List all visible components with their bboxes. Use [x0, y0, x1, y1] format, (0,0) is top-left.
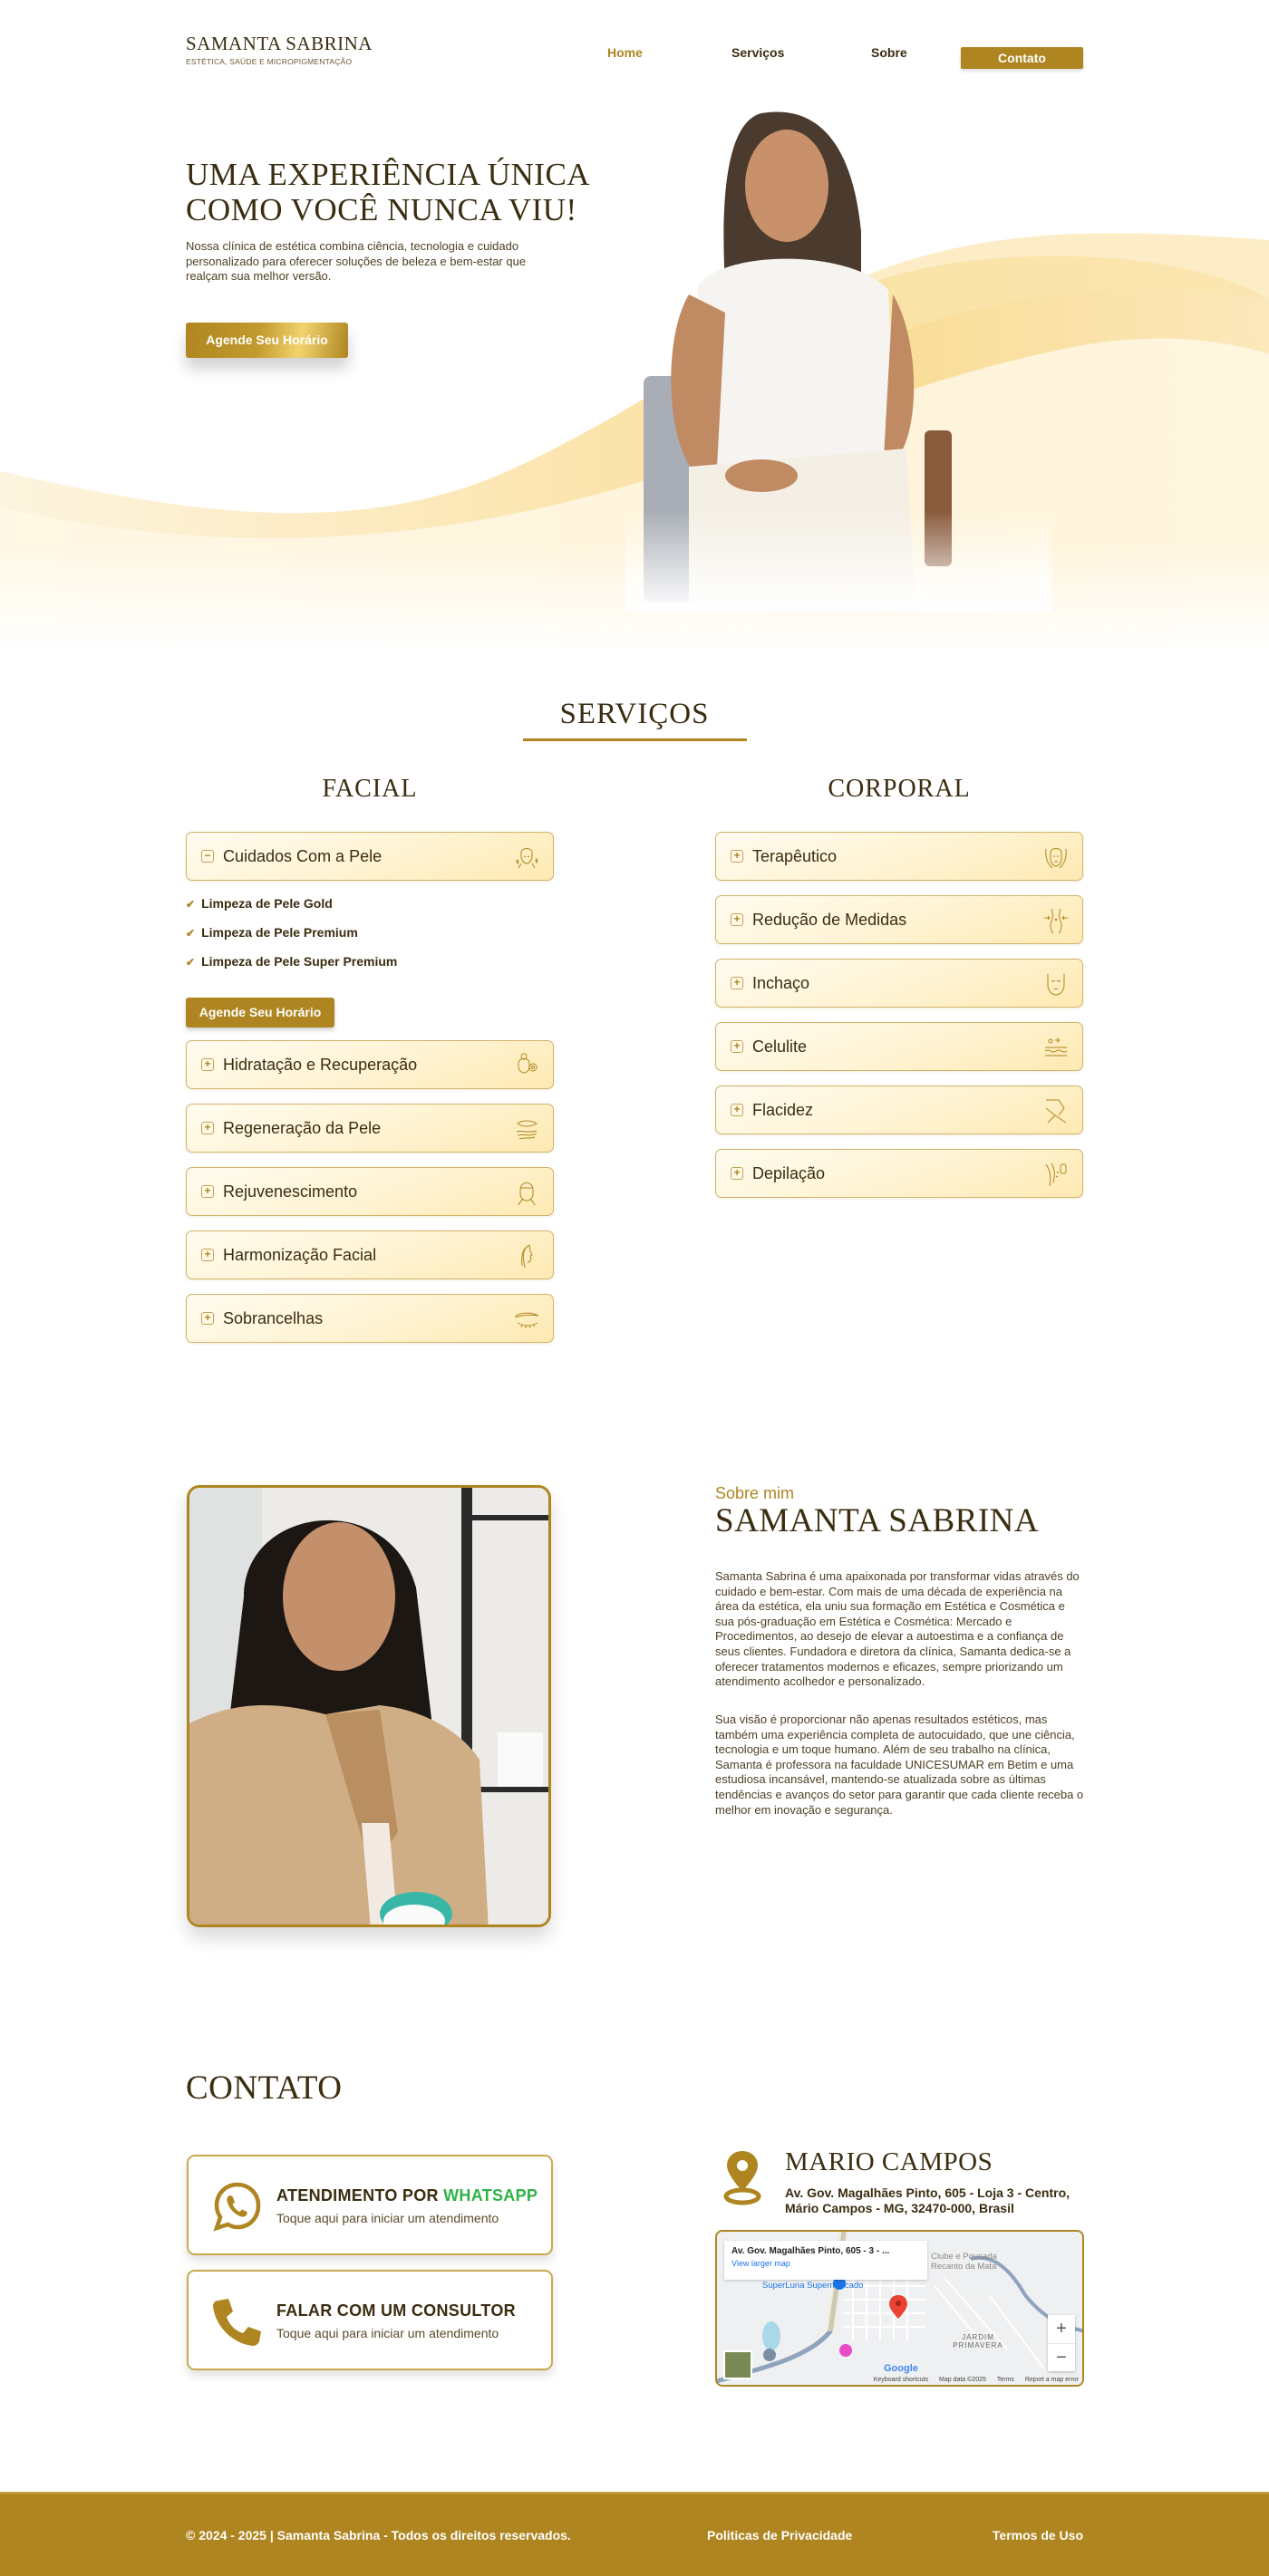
- expand-icon: +: [201, 1122, 214, 1134]
- expand-icon: +: [731, 1104, 743, 1116]
- service-subitem: ✔ Limpeza de Pele Gold: [186, 896, 333, 911]
- expand-icon: +: [731, 850, 743, 863]
- expand-icon: +: [201, 1312, 214, 1325]
- collapse-icon: −: [201, 850, 214, 863]
- service-label: Sobrancelhas: [223, 1309, 324, 1327]
- hero-section: [0, 0, 1269, 652]
- brand-logo[interactable]: [186, 34, 373, 66]
- service-label: Celulite: [752, 1037, 808, 1056]
- service-card-harmonizacao[interactable]: [186, 1230, 554, 1279]
- service-label: Redução de Medidas: [752, 911, 907, 929]
- service-card-regeneracao[interactable]: [186, 1104, 554, 1153]
- skin-layers-icon: [1042, 1034, 1070, 1061]
- footer-terms-link[interactable]: Termos de Uso: [992, 2528, 1083, 2542]
- brand-name: SAMANTA SABRINA: [186, 33, 373, 54]
- hero-description: Nossa clínica de estética combina ciência, tecnologia e cuidado personalizado para oferecer soluções de beleza e bem-estar que realçam sua melhor versão.: [186, 239, 527, 283]
- whatsapp-highlight: WHATSAPP: [443, 2186, 538, 2205]
- whatsapp-subtext: Toque aqui para iniciar um atendimento: [276, 2211, 499, 2225]
- map-area-label: JARDIM PRIMAVERA: [953, 2333, 1003, 2349]
- about-paragraph-2: Sua visão é proporcionar não apenas resultados estéticos, mas também uma experiência completa de autocuidado, que une ciência, tecnologia e um toque humano. Além de seu trabalho na clínica, Samanta é professora na faculdade UNICESUMAR em Betim e uma estudiosa incansável, mantendo-se atualizada sobre as últimas tendências e avanços do setor para garantir que cada cliente receba o melhor em inovação e segurança.: [715, 1713, 1084, 1817]
- nav-sobre[interactable]: Sobre: [871, 45, 907, 60]
- map-poi-supermarket[interactable]: SuperLuna Supermercado: [762, 2281, 864, 2291]
- services-title: SERVIÇOS: [559, 698, 710, 730]
- expand-icon: +: [731, 1040, 743, 1053]
- whatsapp-icon: [211, 2180, 264, 2233]
- service-card-hidratacao[interactable]: [186, 1040, 554, 1089]
- portrait-placeholder: [189, 1488, 551, 1927]
- facial-title: FACIAL: [322, 775, 418, 803]
- service-card-terapeutico[interactable]: [715, 832, 1083, 881]
- check-icon: ✔: [186, 956, 196, 969]
- services-title-underline: [523, 738, 747, 741]
- view-larger-map-link[interactable]: View larger map: [731, 2259, 790, 2268]
- footer-privacy-link[interactable]: Politicas de Privacidade: [707, 2528, 853, 2542]
- map-keyboard-shortcuts[interactable]: Keyboard shortcuts: [873, 2377, 929, 2383]
- expand-icon: +: [201, 1249, 214, 1261]
- map-zoom-out-button[interactable]: −: [1048, 2343, 1075, 2371]
- service-label: Terapêutico: [752, 847, 838, 865]
- waist-icon: [1042, 907, 1070, 934]
- about-paragraph-1: Samanta Sabrina é uma apaixonada por transformar vidas através do cuidado e bem-estar. Com mais de uma década de experiência na área da estética, ela uniu sua formação em Estética e Cosmética e sua pós-graduação em Estética e Cosmética: Mercado e Procedimentos, ao desejo de elevar a autoestima e a confiança de seus clientes. Fundadora e diretora da clínica, Samanta dedica-se a oferecer tratamentos modernos e eficazes, sempre priorizando um atendimento acolhedor e personalizado.: [715, 1569, 1080, 1689]
- nav-home[interactable]: Home: [607, 45, 643, 60]
- expand-icon: +: [201, 1058, 214, 1071]
- hand-leaf-icon: [513, 1115, 540, 1143]
- whatsapp-contact-card[interactable]: [187, 2155, 553, 2255]
- location-address: Av. Gov. Magalhães Pinto, 605 - Loja 3 - Centro, Mário Campos - MG, 32470-000, Brasil: [785, 2185, 1070, 2215]
- service-card-depilacao[interactable]: [715, 1149, 1083, 1198]
- about-name: SAMANTA SABRINA: [715, 1502, 1040, 1539]
- consultant-heading: FALAR COM UM CONSULTOR: [276, 2301, 516, 2320]
- service-card-flacidez[interactable]: [715, 1085, 1083, 1134]
- woman-face-icon: [513, 1179, 540, 1206]
- footer-copyright: © 2024 - 2025 | Samanta Sabrina - Todos os direitos reservados.: [186, 2528, 571, 2542]
- service-label: Cuidados Com a Pele: [223, 847, 383, 865]
- service-label: Flacidez: [752, 1101, 814, 1119]
- service-subitem: ✔ Limpeza de Pele Premium: [186, 925, 358, 940]
- location-city: MARIO CAMPOS: [785, 2147, 993, 2176]
- contact-title: CONTATO: [186, 2069, 343, 2107]
- service-label: Inchaço: [752, 974, 810, 992]
- face-sparkle-icon: [513, 844, 540, 871]
- corporal-title: CORPORAL: [828, 775, 971, 803]
- face-profile-icon: [513, 1242, 540, 1269]
- map-terms[interactable]: Terms: [996, 2377, 1014, 2383]
- eyebrow-icon: [513, 1306, 540, 1333]
- service-card-cuidados-pele[interactable]: [186, 832, 554, 881]
- face-relax-icon: [1042, 970, 1070, 998]
- hero-title-line2: COMO VOCÊ NUNCA VIU!: [186, 192, 577, 227]
- embedded-map[interactable]: [715, 2230, 1084, 2387]
- about-portrait-image: [187, 1485, 551, 1927]
- expand-icon: +: [731, 913, 743, 926]
- hero-title-line1: UMA EXPERIÊNCIA ÚNICA: [186, 157, 591, 192]
- location-pin-icon: [722, 2149, 762, 2205]
- site-header: [0, 0, 1269, 91]
- google-logo: Google: [884, 2363, 918, 2374]
- service-label: Regeneração da Pele: [223, 1119, 382, 1137]
- map-zoom-in-button[interactable]: +: [1056, 2319, 1067, 2339]
- leg-laser-icon: [1042, 1161, 1070, 1188]
- service-label: Rejuvenescimento: [223, 1182, 358, 1201]
- service-label: Hidratação e Recuperação: [223, 1056, 418, 1074]
- expand-icon: +: [731, 977, 743, 989]
- service-label: Harmonização Facial: [223, 1246, 377, 1264]
- map-info-card: [724, 2241, 927, 2280]
- service-card-sobrancelhas[interactable]: [186, 1294, 554, 1343]
- service-card-celulite[interactable]: [715, 1022, 1083, 1071]
- map-info-address: Av. Gov. Magalhães Pinto, 605 - 3 - ...: [731, 2246, 890, 2256]
- expanded-service-list: [186, 894, 397, 981]
- service-card-inchaco[interactable]: [715, 959, 1083, 1008]
- expand-icon: +: [731, 1167, 743, 1180]
- service-card-rejuvenescimento[interactable]: [186, 1167, 554, 1216]
- phone-icon: [211, 2295, 264, 2348]
- face-hydration-icon: [513, 1052, 540, 1079]
- site-footer: [0, 2492, 1269, 2576]
- neck-lift-icon: [1042, 1097, 1070, 1124]
- hero-title: [186, 157, 590, 227]
- about-kicker: Sobre mim: [715, 1484, 795, 1502]
- services-book-button[interactable]: Agende Seu Horário: [186, 998, 334, 1028]
- check-icon: ✔: [186, 898, 196, 911]
- map-report-error[interactable]: Report a map error: [1024, 2377, 1079, 2383]
- expand-icon: +: [201, 1185, 214, 1198]
- nav-servicos[interactable]: Serviços: [731, 45, 785, 60]
- map-data: Map data ©2025: [939, 2377, 986, 2383]
- face-massage-icon: [1042, 844, 1070, 871]
- whatsapp-heading: ATENDIMENTO POR WHATSAPP: [276, 2186, 538, 2205]
- service-subitem: ✔ Limpeza de Pele Super Premium: [186, 954, 398, 969]
- nav-contato-button[interactable]: Contato: [961, 47, 1083, 69]
- hero-book-button[interactable]: Agende Seu Horário: [186, 323, 348, 358]
- consultant-subtext: Toque aqui para iniciar um atendimento: [276, 2326, 499, 2340]
- map-zoom-controls: [1048, 2315, 1075, 2371]
- check-icon: ✔: [186, 927, 196, 940]
- map-poi-club[interactable]: Clube e Pousada Recanto da Mata: [931, 2252, 997, 2272]
- brand-subtitle: ESTÉTICA, SAÚDE E MICROPIGMENTAÇÃO: [186, 57, 353, 66]
- consultant-contact-card[interactable]: [187, 2270, 553, 2370]
- service-label: Depilação: [752, 1164, 826, 1182]
- service-card-reducao-medidas[interactable]: [715, 895, 1083, 944]
- map-footer: [865, 2377, 1079, 2383]
- hero-portrait-image: [625, 104, 1051, 612]
